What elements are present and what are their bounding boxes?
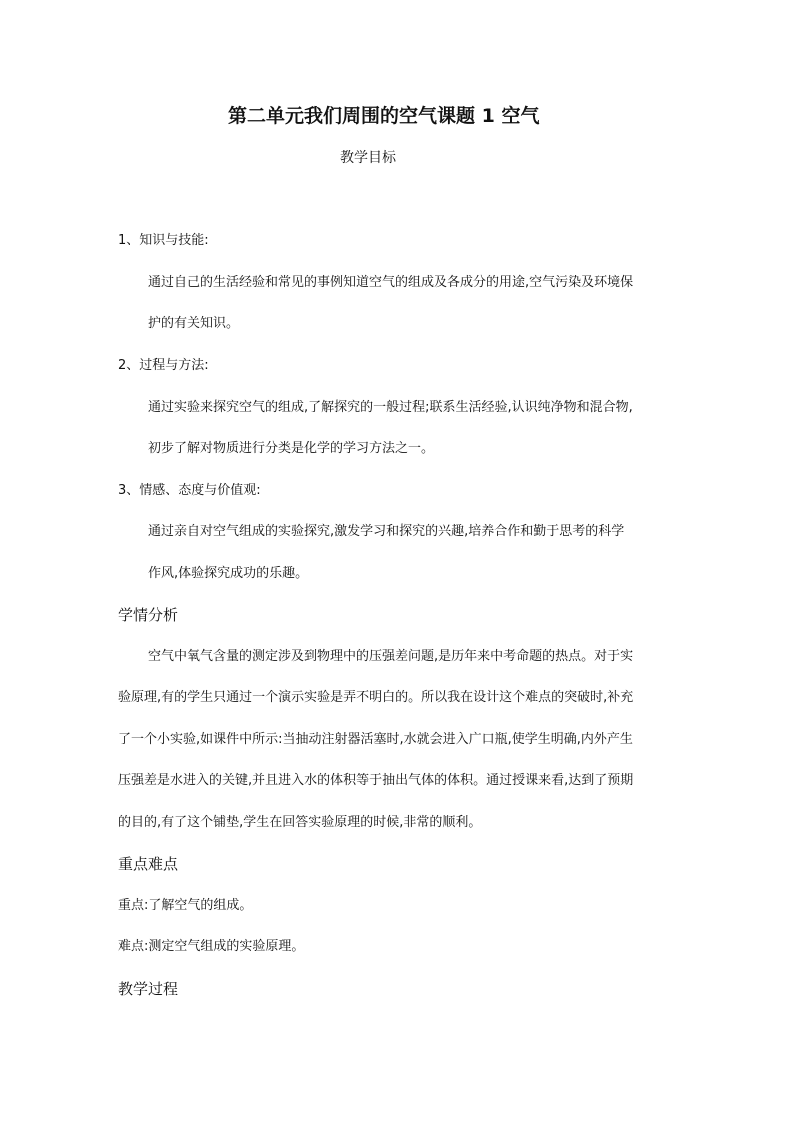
objective-text-line: 初步了解对物质进行分类是化学的学习方法之一。 (148, 441, 435, 456)
process-heading: 教学过程 (118, 980, 179, 998)
key-point-focus: 重点:了解空气的组成。 (118, 898, 253, 913)
objective-heading-process: 2、过程与方法: (118, 358, 209, 373)
objective-heading-attitude: 3、情感、态度与价值观: (118, 483, 261, 498)
analysis-text-line: 了一个小实验,如课件中所示:当抽动注射器活塞时,水就会进入广口瓶,使学生明确,内外产生 (118, 732, 633, 747)
objective-text-line: 作风,体验探究成功的乐趣。 (148, 566, 309, 581)
objective-text-line: 通过实验来探究空气的组成,了解探究的一般过程;联系生活经验,认识纯净物和混合物, (148, 400, 633, 415)
analysis-text-line: 验原理,有的学生只通过一个演示实验是弄不明白的。所以我在设计这个难点的突破时,补充 (118, 690, 634, 705)
analysis-text-line: 空气中氧气含量的测定涉及到物理中的压强差问题,是历年来中考命题的热点。对于实 (148, 649, 634, 664)
analysis-heading: 学情分析 (118, 606, 179, 624)
objective-text-line: 护的有关知识。 (148, 316, 240, 331)
key-points-heading: 重点难点 (118, 855, 179, 873)
objective-text-line: 通过自己的生活经验和常见的事例知道空气的组成及各成分的用途,空气污染及环境保 (148, 275, 634, 290)
objective-heading-knowledge: 1、知识与技能: (118, 233, 209, 248)
analysis-text-line: 压强差是水进入的关键,并且进入水的体积等于抽出气体的体积。通过授课来看,达到了预期 (118, 773, 634, 788)
key-point-difficulty: 难点:测定空气组成的实验原理。 (118, 939, 305, 954)
document-subtitle: 教学目标 (340, 150, 396, 166)
objective-text-line: 通过亲自对空气组成的实验探究,激发学习和探究的兴趣,培养合作和勤于思考的科学 (148, 524, 625, 539)
analysis-text-line: 的目的,有了这个铺垫,学生在回答实验原理的时候,非常的顺利。 (118, 815, 482, 830)
document-title: 第二单元我们周围的空气课题 1 空气 (228, 105, 540, 127)
